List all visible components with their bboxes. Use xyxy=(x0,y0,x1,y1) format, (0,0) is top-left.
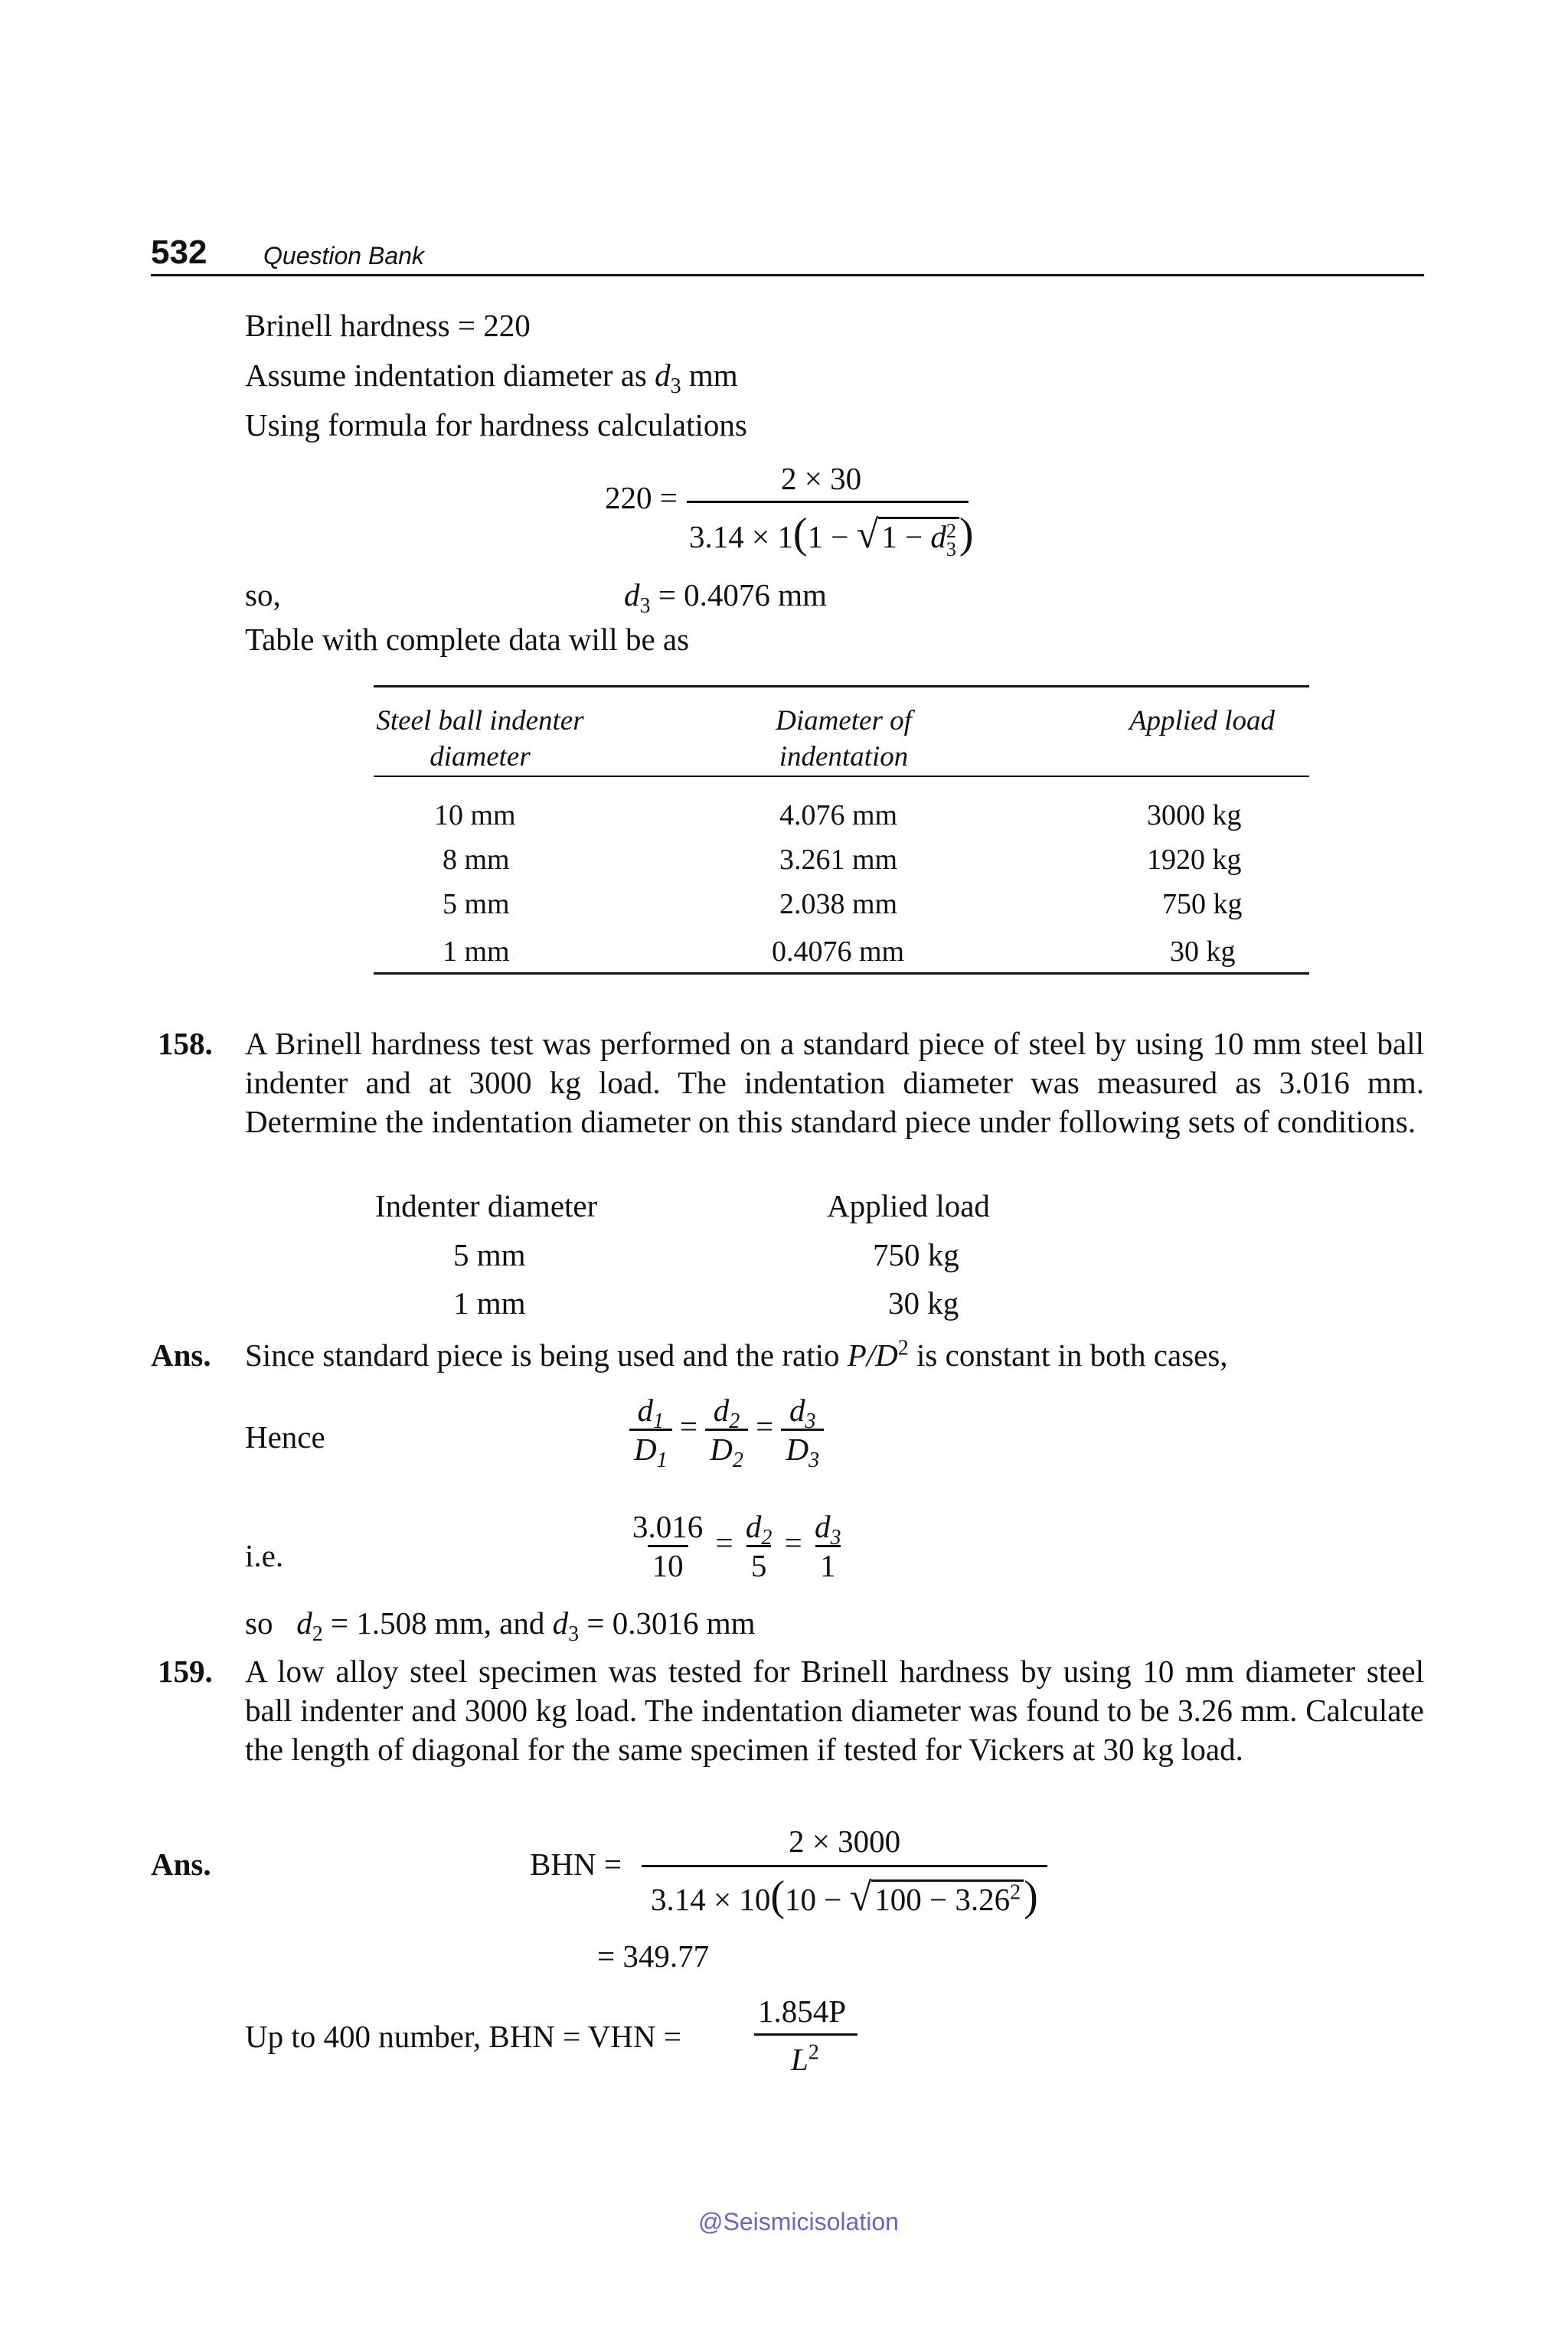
table-cell: 3.261 mm xyxy=(779,844,898,876)
indenter-value: 1 mm xyxy=(453,1285,526,1321)
table-cell: 0.4076 mm xyxy=(772,936,905,968)
bhn-numerator: 2 × 3000 xyxy=(789,1824,901,1859)
load-value: 30 kg xyxy=(888,1285,959,1321)
hence-label: Hence xyxy=(245,1419,325,1455)
assume-line: Assume indentation diameter as $d_3$ mm xyxy=(245,358,738,399)
bhn-lhs: BHN = xyxy=(530,1847,622,1882)
formula-intro-line: Using formula for hardness calculations xyxy=(245,407,747,443)
table-top-rule xyxy=(374,685,1309,687)
question-number: 158. xyxy=(158,1026,213,1061)
table-cell: 30 kg xyxy=(1170,936,1236,968)
d3-result: $d_3 = 0.4076$ mm xyxy=(624,577,827,619)
answer-label: Ans. xyxy=(151,1337,211,1373)
running-title: Question Bank xyxy=(263,242,424,269)
eq-numerator: 2 × 30 xyxy=(781,461,862,496)
so-label: so, xyxy=(245,577,281,612)
table-intro-line: Table with complete data will be as xyxy=(245,622,690,657)
eq-denominator: 3.14 × 1(1 − √1 − d 2 3 ) xyxy=(689,510,974,560)
applied-load-header: Applied load xyxy=(827,1188,990,1223)
table-cell: 3000 kg xyxy=(1147,799,1242,831)
watermark: @Seismicisolation xyxy=(698,2208,899,2235)
table-cell: 5 mm xyxy=(443,888,510,920)
load-value: 750 kg xyxy=(873,1237,959,1272)
eq-fraction-bar xyxy=(687,501,969,503)
vhn-denominator: $L^2$ xyxy=(791,2040,819,2077)
table-header-steel-ball: Steel ball indenter diameter xyxy=(376,705,584,772)
table-cell: 8 mm xyxy=(443,844,510,876)
question-text: A Brinell hardness test was performed on a standard piece of steel by using 10 mm steel ball indenter and at 3000 kg load. The indentation diameter was measured as 3.016 mm. Determine the indentation diameter on this standard piece under following sets of conditions. xyxy=(245,1026,1424,1139)
vhn-numerator: 1.854P xyxy=(758,1994,847,2029)
answer-text: Since standard piece is being used and the ratio $P/D^2$ is constant in both cases, xyxy=(245,1336,1228,1373)
result-line: so $d_2 = 1.508$ mm, and $d_3 = 0.3016$ mm xyxy=(245,1605,756,1647)
table-cell: 1920 kg xyxy=(1147,844,1242,876)
bhn-result: = 349.77 xyxy=(597,1938,710,1974)
ie-label: i.e. xyxy=(245,1538,284,1573)
table-cell: 1 mm xyxy=(443,936,510,968)
indenter-value: 5 mm xyxy=(453,1237,526,1272)
vhn-fraction-bar xyxy=(754,2033,858,2036)
header-rule xyxy=(151,274,1424,276)
bhn-denominator: $3.14 \times 10(10 - √100 - 3.26^2)$ xyxy=(651,1873,1038,1920)
table-header-rule xyxy=(374,776,1309,777)
brinell-hardness-line: Brinell hardness = 220 xyxy=(245,308,531,343)
table-bottom-rule xyxy=(374,972,1309,975)
table-cell: 2.038 mm xyxy=(779,888,898,920)
table-cell: 4.076 mm xyxy=(779,799,898,831)
upto-line: Up to 400 number, BHN = VHN = xyxy=(245,2019,681,2054)
table-header-diameter: Diameter of indentation xyxy=(776,705,912,772)
ratio-equation: $\frac{d_1}{D_1}$ = $\frac{d_2}{D_2}$ = $\frac{d_3}{D_3}$ xyxy=(629,1392,824,1468)
question-text: A low alloy steel specimen was tested for Brinell hardness by using 10 mm diameter steel ball indenter and 3000 kg load. The indentation diameter was found to be 3.26 mm. Calculate the length of diagonal for the same specimen if tested for Vickers at 30 kg load. xyxy=(245,1654,1424,1767)
table-header-load: Applied load xyxy=(1129,705,1276,736)
table-cell: 750 kg xyxy=(1162,888,1243,920)
ie-equation: $\frac{3.016}{10}$ = $\frac{d_2}{5}$ = $\frac{d_3}{1}$ xyxy=(632,1509,841,1583)
page-number: 532 xyxy=(151,234,207,271)
answer-label: Ans. xyxy=(151,1847,211,1882)
eq-lhs: 220 = xyxy=(605,480,678,515)
indenter-diameter-header: Indenter diameter xyxy=(375,1188,598,1223)
bhn-fraction-bar xyxy=(642,1865,1047,1867)
question-number: 159. xyxy=(158,1654,213,1689)
table-cell: 10 mm xyxy=(434,799,516,831)
